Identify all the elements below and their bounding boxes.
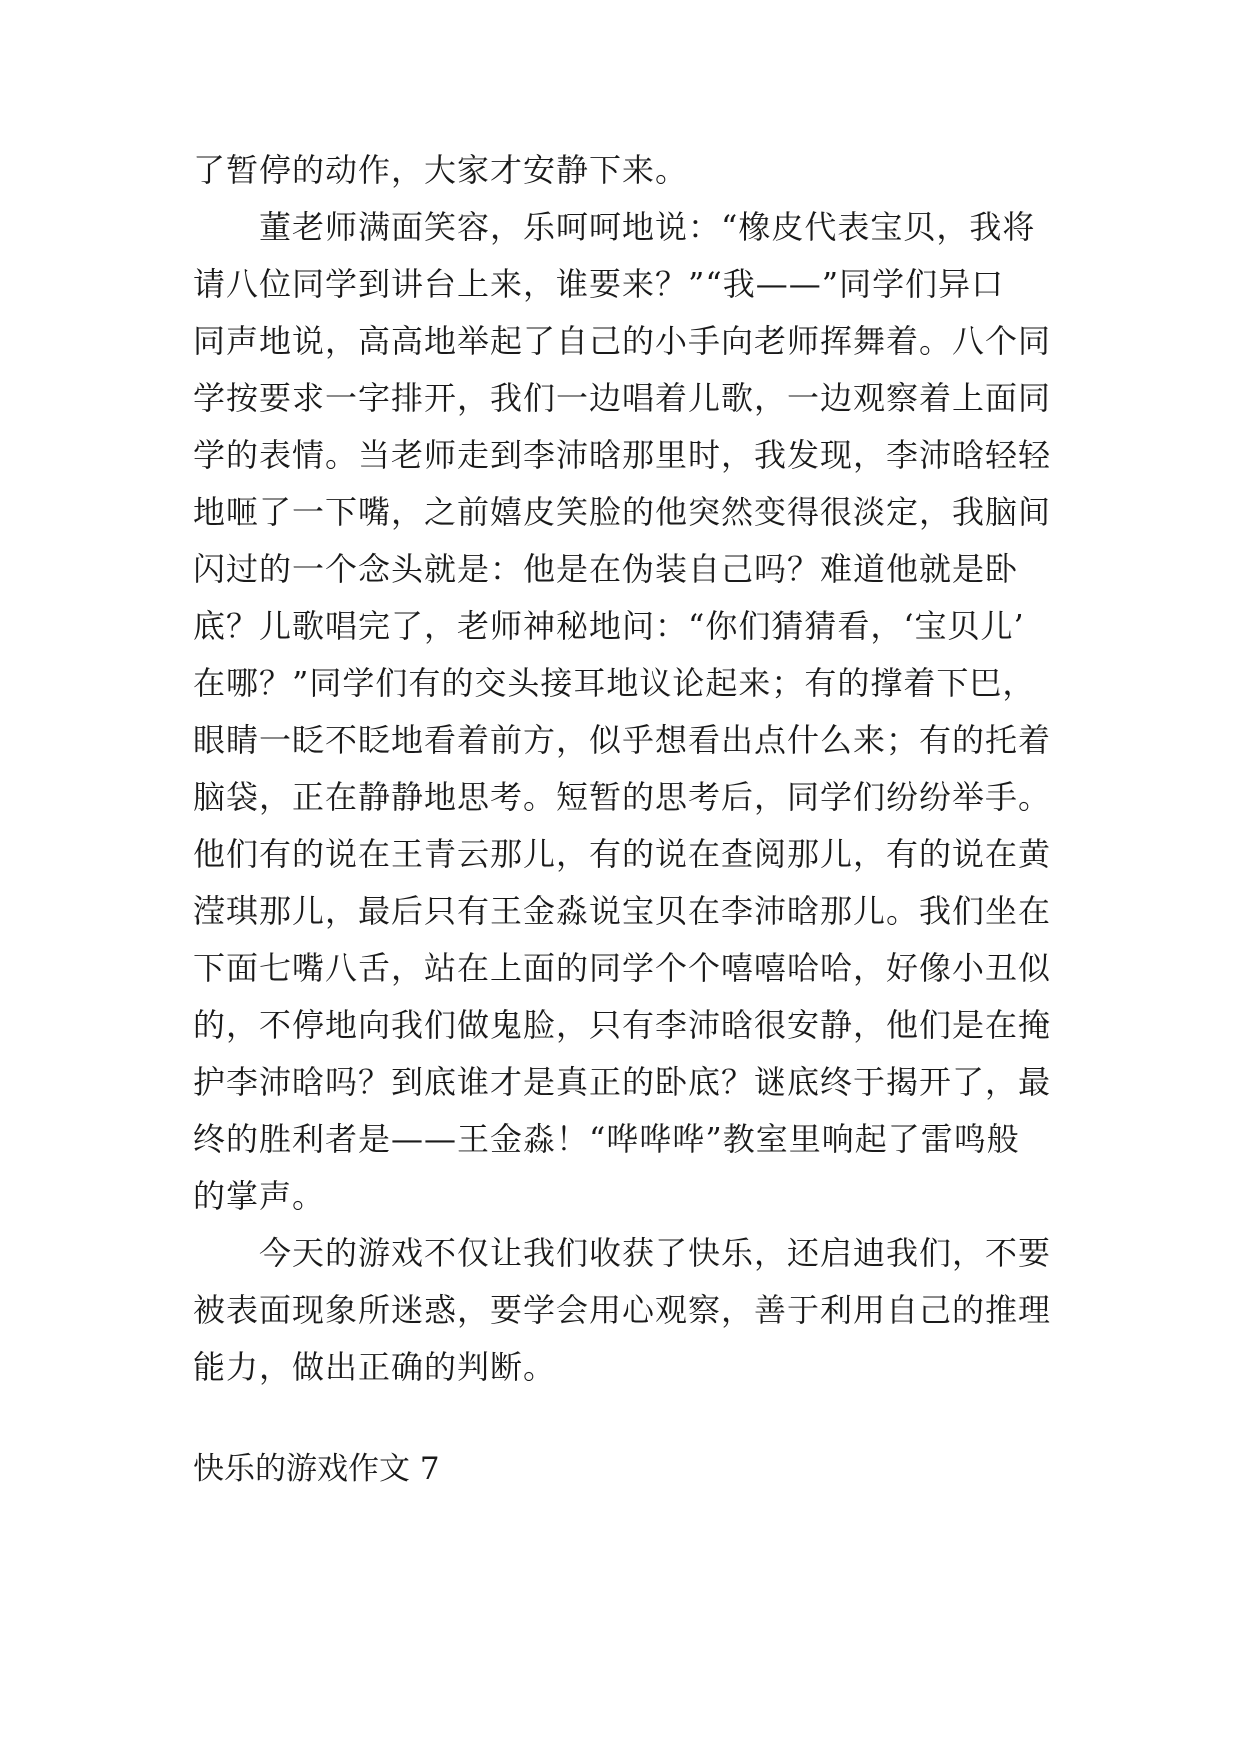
paragraph-line: 的，不停地向我们做鬼脸，只有李沛晗很安静，他们是在掩 <box>193 1006 1052 1044</box>
paragraph-line: 在哪？”同学们有的交头接耳地议论起来；有的撑着下巴， <box>193 664 1036 702</box>
paragraph-line: 能力，做出正确的判断。 <box>193 1348 557 1386</box>
paragraph-line: 今天的游戏不仅让我们收获了快乐，还启迪我们，不要 <box>193 1234 1052 1272</box>
paragraph-line: 了暂停的动作，大家才安静下来。 <box>193 151 689 189</box>
paragraph-line: 终的胜利者是——王金淼！“哗哗哗”教室里响起了雷鸣般 <box>193 1120 1020 1158</box>
paragraph-line: 请八位同学到讲台上来，谁要来？”“我——”同学们异口 <box>193 265 1005 303</box>
section-title: 快乐的游戏作文 7 <box>193 1451 440 1487</box>
paragraph-line: 闪过的一个念头就是：他是在伪装自己吗？难道他就是卧 <box>193 550 1019 588</box>
paragraph-line: 眼睛一眨不眨地看着前方，似乎想看出点什么来；有的托着 <box>193 721 1052 759</box>
paragraph-line: 董老师满面笑容，乐呵呵地说：“橡皮代表宝贝，我将 <box>193 208 1036 246</box>
paragraph-line: 下面七嘴八舌，站在上面的同学个个嘻嘻哈哈，好像小丑似 <box>193 949 1052 987</box>
paragraph-line: 学的表情。当老师走到李沛晗那里时，我发现，李沛晗轻轻 <box>193 436 1052 474</box>
paragraph-line: 被表面现象所迷惑，要学会用心观察，善于利用自己的推理 <box>193 1291 1052 1329</box>
paragraph-line: 学按要求一字排开，我们一边唱着儿歌，一边观察着上面同 <box>193 379 1052 417</box>
paragraph-line: 他们有的说在王青云那儿，有的说在查阅那儿，有的说在黄 <box>193 835 1052 873</box>
paragraph-line: 地咂了一下嘴，之前嬉皮笑脸的他突然变得很淡定，我脑间 <box>193 493 1052 531</box>
paragraph-line: 滢琪那儿，最后只有王金淼说宝贝在李沛晗那儿。我们坐在 <box>193 892 1052 930</box>
paragraph-line: 护李沛晗吗？到底谁才是真正的卧底？谜底终于揭开了，最 <box>193 1063 1052 1101</box>
paragraph-line: 同声地说，高高地举起了自己的小手向老师挥舞着。八个同 <box>193 322 1052 360</box>
paragraph-line: 的掌声。 <box>193 1177 326 1215</box>
paragraph-line: 脑袋，正在静静地思考。短暂的思考后，同学们纷纷举手。 <box>193 778 1052 816</box>
paragraph-line: 底？儿歌唱完了，老师神秘地问：“你们猜猜看，‘宝贝儿’ <box>193 607 1025 645</box>
